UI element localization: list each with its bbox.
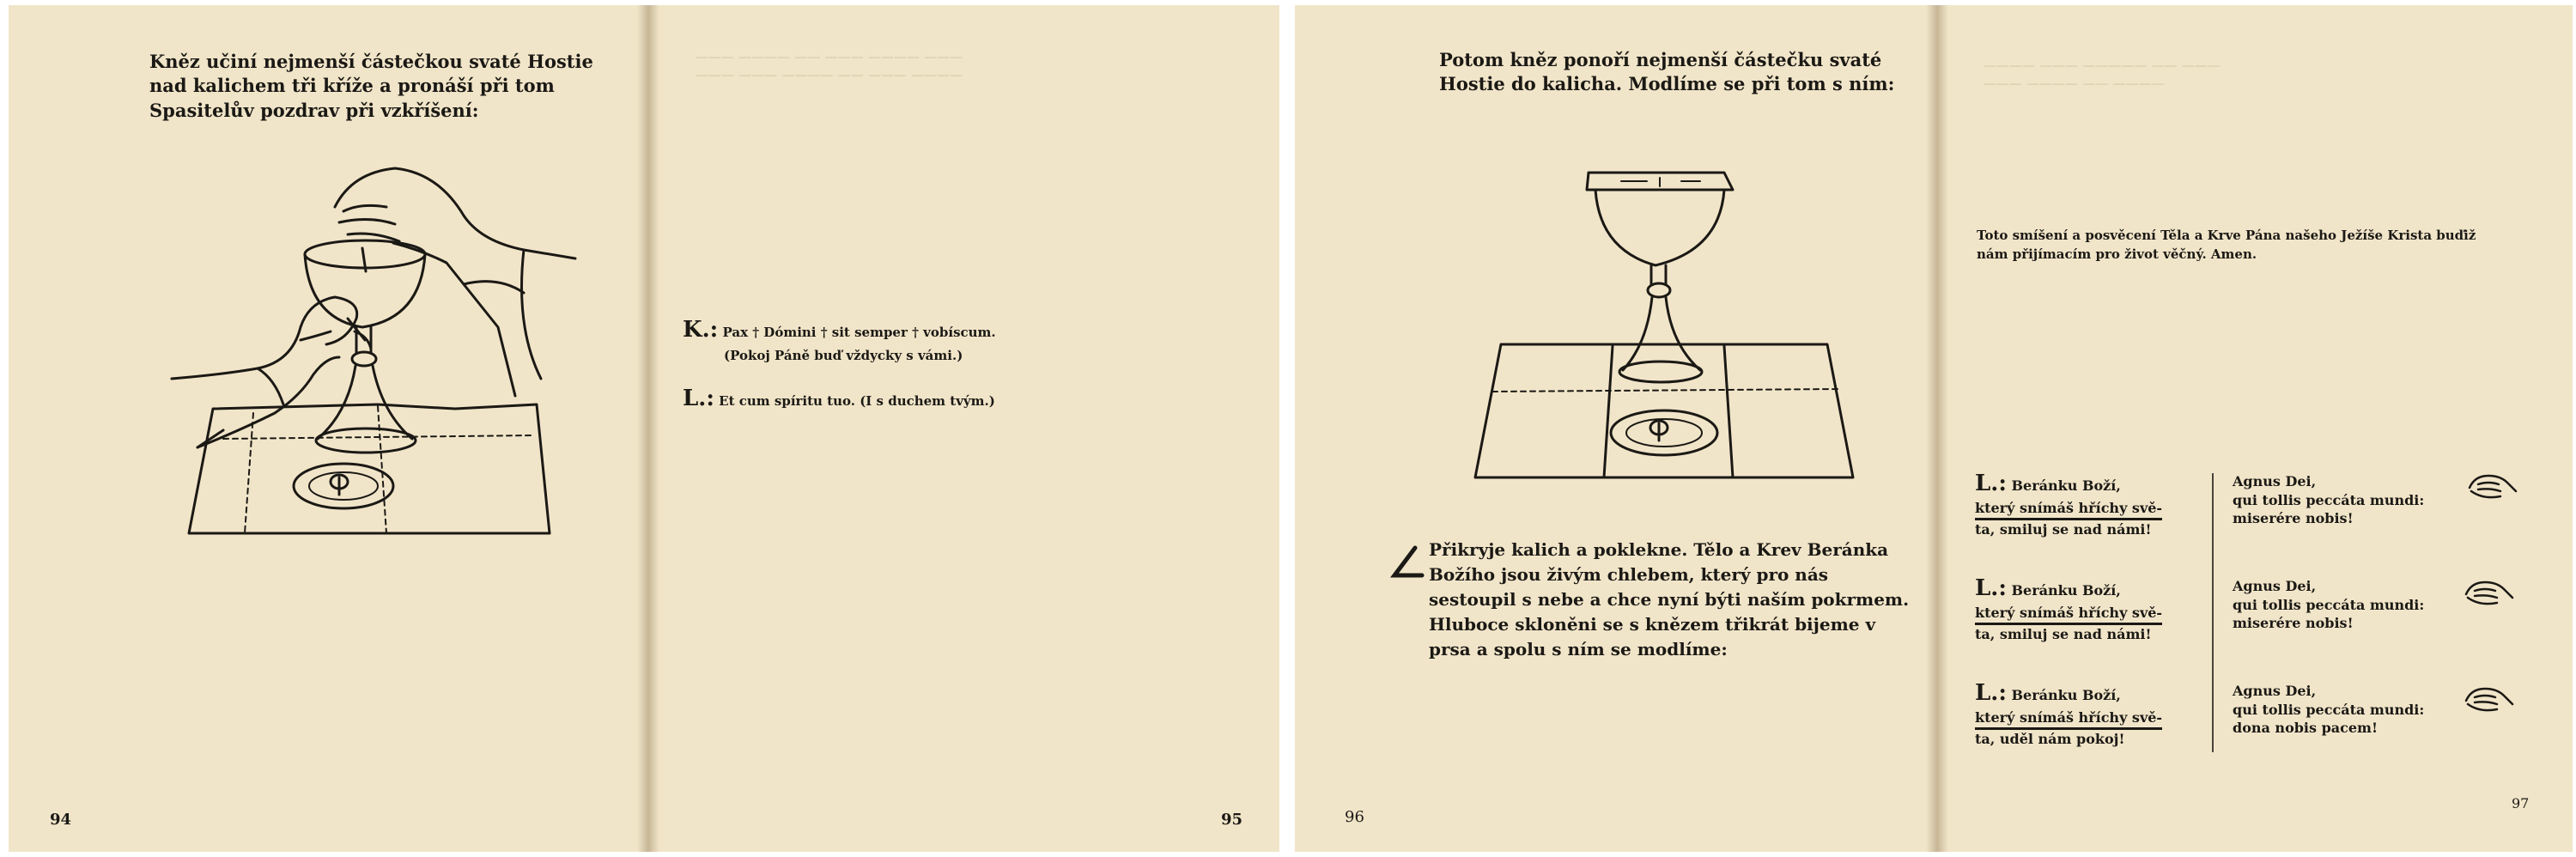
k-czech-text: (Pokoj Páně buď vždycky s vámi.) <box>724 347 963 363</box>
page-94 <box>9 5 646 852</box>
litany-cz-line1: Beránku Boží, <box>2011 687 2121 703</box>
litany-la-line1: Agnus Dei, <box>2233 473 2317 489</box>
litany-label: L.: <box>1975 680 2007 706</box>
litany-cz-line3: ta, smiluj se nad námi! <box>1975 520 2152 538</box>
covered-chalice-illustration <box>1475 164 1853 482</box>
litany-la-line2: qui tollis peccáta mundi: <box>2233 596 2425 613</box>
k-label: K.: <box>683 317 719 343</box>
page-96 <box>1295 5 1935 852</box>
hand-strike-icon <box>2463 682 2514 718</box>
page-number-97: 97 <box>2512 795 2530 811</box>
litany-label: L.: <box>1975 575 2007 601</box>
priest-response-block <box>683 314 1112 365</box>
page-97 <box>1949 5 2573 852</box>
litany-la-line3: miserére nobis! <box>2233 510 2354 527</box>
l-label: L.: <box>683 386 714 411</box>
litany-row-3-cz <box>1975 678 2207 783</box>
litany-la-line3: dona nobis pacem! <box>2233 720 2379 737</box>
litany-row-2-la <box>2233 577 2456 682</box>
page-96-bottom-text: Přikryje kalich a poklekne. Tělo a Krev Beránka Božího jsou živým chlebem, který pro nás sestoupil s nebe a chce nyní býti naším pokrmem. Hluboce skloněni se s knězem třikrát bijeme v prsa a spolu s ním se modlíme: <box>1429 539 1910 659</box>
people-response-block <box>683 383 1112 416</box>
litany-row-1-la <box>2233 472 2456 577</box>
hand-strike-icon <box>2463 575 2514 611</box>
litany-latin <box>2233 472 2456 787</box>
litany-la-line3: miserére nobis! <box>2233 615 2354 632</box>
hand-strike-icon <box>2466 469 2518 505</box>
k-latin-text: Pax † Dómini † sit semper † vobíscum. <box>722 325 996 340</box>
book-gutter <box>637 5 659 852</box>
spread-96-97 <box>1295 5 2573 852</box>
commingling-prayer: Toto smíšení a posvěcení Těla a Krve Pána našeho Ježíše Krista buďiž nám přijímacím pro život věčný. Amen. <box>1977 228 2476 262</box>
litany-cz-line3: ta, smiluj se nad námi! <box>1975 625 2152 642</box>
litany-la-line2: qui tollis peccáta mundi: <box>2233 701 2425 718</box>
litany-cz-line1: Beránku Boží, <box>2011 477 2121 494</box>
litany-la-line1: Agnus Dei, <box>2233 683 2317 699</box>
bleed-through-text-97: ———— ——— ————— —— ——— ——— ———— —— ———— <box>1984 58 2221 91</box>
page-number-95: 95 <box>1221 811 1243 829</box>
litany-divider <box>2212 473 2214 752</box>
litany-czech <box>1975 469 2207 783</box>
kneel-mark-icon <box>1389 544 1424 579</box>
litany-cz-line2: který snímáš hříchy svě- <box>1975 499 2162 520</box>
page-95 <box>661 5 1279 852</box>
chalice-hands-illustration <box>172 155 575 542</box>
litany-la-line1: Agnus Dei, <box>2233 578 2317 594</box>
litany-label: L.: <box>1975 471 2007 496</box>
litany-row-2-cz <box>1975 574 2207 678</box>
page-number-94: 94 <box>50 811 72 829</box>
page-96-text: Potom kněz ponoří nejmenší částečku svaté Hostie do kalicha. Modlíme se při tom s ním: <box>1439 49 1895 95</box>
litany-row-3-la <box>2233 682 2456 787</box>
page-number-96: 96 <box>1345 808 1364 826</box>
litany-la-line2: qui tollis peccáta mundi: <box>2233 491 2425 508</box>
bleed-through-text: ——— ———— —— ——— ———— ——— ——— ——— ———— —— ——— ———— <box>696 49 963 82</box>
litany-cz-line1: Beránku Boží, <box>2011 582 2121 599</box>
book-gutter-right <box>1926 5 1948 852</box>
litany-cz-line2: který snímáš hříchy svě- <box>1975 604 2162 625</box>
spread-94-95 <box>9 5 1279 852</box>
litany-cz-line3: ta, uděl nám pokoj! <box>1975 730 2125 747</box>
litany-cz-line2: který snímáš hříchy svě- <box>1975 708 2162 730</box>
page-94-text: Kněz učiní nejmenší částečkou svaté Hostie nad kalichem tři kříže a pronáší při tom Spasitelův pozdrav při vzkříšení: <box>149 51 593 121</box>
l-text: Et cum spíritu tuo. (I s duchem tvým.) <box>719 393 995 409</box>
litany-row-1-cz <box>1975 469 2207 574</box>
